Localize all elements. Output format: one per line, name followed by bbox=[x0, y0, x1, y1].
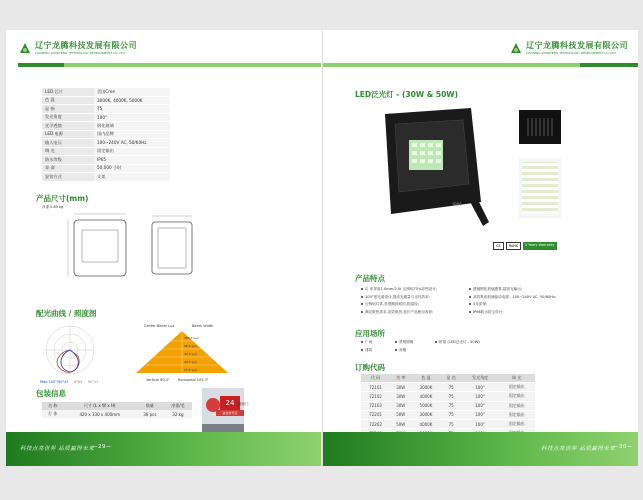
apps-col-2: 景观照明 高楼 bbox=[395, 339, 413, 354]
order-cell: 75 bbox=[441, 383, 462, 392]
feature-item: 满足散热需求,高效散热,延长产品使用寿命; bbox=[361, 309, 437, 317]
spec-row bbox=[42, 147, 170, 156]
badge-rohs: RoHS bbox=[506, 242, 521, 250]
pack-header: 尺寸 (L x W x H) bbox=[64, 402, 136, 410]
order-cell: 50W bbox=[390, 410, 411, 419]
company-name-cn: 辽宁龙腾科技发展有限公司 bbox=[35, 41, 137, 50]
order-title: 订购代码 bbox=[355, 363, 385, 372]
order-cell: 100° bbox=[462, 401, 499, 410]
logo-icon bbox=[18, 41, 32, 55]
spec-value: 100° bbox=[94, 113, 170, 122]
spec-row bbox=[42, 105, 170, 114]
order-cell: 75 bbox=[441, 410, 462, 419]
pack-cell: 36 pcs bbox=[136, 410, 164, 418]
order-cell: 50W bbox=[390, 419, 411, 428]
spec-key: 寿 命 bbox=[42, 164, 94, 173]
catalog-spread bbox=[6, 30, 637, 466]
company-logo bbox=[18, 40, 137, 55]
spec-row bbox=[42, 173, 170, 182]
apps-col-1: 广场 建筑 bbox=[361, 339, 372, 354]
header-bar-light bbox=[64, 63, 321, 67]
order-row bbox=[361, 383, 535, 392]
spec-value: 50,000 小时 bbox=[94, 164, 170, 173]
order-cell: 3000K bbox=[411, 383, 440, 392]
spec-row bbox=[42, 96, 170, 105]
order-cell: 30W bbox=[390, 392, 411, 401]
features-title: 产品特点 bbox=[355, 274, 385, 283]
app-title: 应用场所 bbox=[355, 329, 385, 338]
order-cell: 100° bbox=[462, 392, 499, 401]
curve-legend bbox=[40, 380, 98, 384]
product-title: LED泛光灯 - (30W & 50W) bbox=[355, 90, 459, 99]
detail-photo-leds bbox=[519, 158, 561, 218]
order-table bbox=[361, 374, 535, 438]
spec-value: 国内品牌 bbox=[94, 130, 170, 139]
feature-item: 5年质保; bbox=[469, 301, 556, 309]
header-bar-dark-right bbox=[580, 63, 638, 67]
order-cell: 72103 bbox=[361, 401, 390, 410]
company-logo-right bbox=[509, 40, 628, 55]
order-header: 功 率 bbox=[390, 374, 411, 383]
spec-key: 发光角度 bbox=[42, 113, 94, 122]
order-cell: 72202 bbox=[361, 419, 390, 428]
order-cell: 固定输出 bbox=[498, 392, 535, 401]
left-footer bbox=[6, 432, 321, 466]
weight-label: 净重 0.89 kg bbox=[42, 205, 64, 209]
photo-caption: 随意门 bbox=[238, 402, 249, 406]
order-header: 显 色 bbox=[441, 374, 462, 383]
right-footer bbox=[323, 432, 638, 466]
left-slogan: 科技点亮世界 品质赢得未来 bbox=[20, 446, 95, 452]
logo-icon-right bbox=[509, 41, 523, 55]
left-page bbox=[6, 30, 321, 466]
feature-item: 灯 体采用1.0mm/2.0t 压铸铝75%导热设计; bbox=[361, 286, 437, 294]
feature-item: 高效集成恒流驱动电源 , 100~240V AC, 50/60Hz; bbox=[469, 294, 556, 302]
spec-value: IP65 bbox=[94, 156, 170, 165]
spec-row bbox=[42, 164, 170, 173]
spec-row bbox=[42, 130, 170, 139]
spec-key: 防水等级 bbox=[42, 156, 94, 165]
spec-value: 固定输出 bbox=[94, 147, 170, 156]
order-cell: 5000K bbox=[411, 401, 440, 410]
pack-header: 名 称 bbox=[42, 402, 64, 410]
pack-title: 包装信息 bbox=[36, 389, 66, 398]
lux-value-4: 24.7 Lux bbox=[184, 360, 197, 364]
order-cell: 100° bbox=[462, 410, 499, 419]
curve-title: 配光曲线 / 照度图 bbox=[36, 309, 97, 318]
features-left-column bbox=[361, 286, 437, 316]
spec-row bbox=[42, 122, 170, 131]
spec-row bbox=[42, 88, 170, 96]
feature-item: 100°度光谱设计,提高光通量与光环效率; bbox=[361, 294, 437, 302]
order-cell: 30W bbox=[390, 383, 411, 392]
spec-key: 光学透镜 bbox=[42, 122, 94, 131]
spec-row bbox=[42, 113, 170, 122]
order-header: 代 码 bbox=[361, 374, 390, 383]
application-photo bbox=[202, 388, 244, 438]
order-cell: 固定输出 bbox=[498, 383, 535, 392]
spec-row bbox=[42, 139, 170, 148]
order-row bbox=[361, 392, 535, 401]
order-header: 色 温 bbox=[411, 374, 440, 383]
feature-item: 压铸铝灯体,美观精致耐用,防腐蚀; bbox=[361, 301, 437, 309]
spec-value: 美国Cree bbox=[94, 88, 170, 96]
lux-value-5: 15.8 Lux bbox=[184, 368, 197, 372]
order-row bbox=[361, 419, 535, 428]
order-cell: 72201 bbox=[361, 410, 390, 419]
curve-legend-1: Max:100°/90°/H bbox=[40, 380, 69, 384]
order-cell: 3000K bbox=[411, 410, 440, 419]
order-cell: 4000K bbox=[411, 392, 440, 401]
cone-legend bbox=[146, 378, 209, 382]
floodlight-image bbox=[371, 106, 491, 236]
features-right-column bbox=[469, 286, 556, 316]
feature-item: 透镜钢化玻璃透雾,超高光输出; bbox=[469, 286, 556, 294]
lux-value-1: 394.7 Lux bbox=[184, 336, 199, 340]
order-cell: 100° bbox=[462, 383, 499, 392]
spec-key: 调 光 bbox=[42, 147, 94, 156]
polar-light-curve bbox=[36, 322, 116, 378]
left-page-number: —29— bbox=[92, 444, 112, 450]
spec-value: 100~240V AC, 50/60Hz bbox=[94, 139, 170, 148]
curve-legend-2: 0°/H bbox=[74, 380, 82, 384]
pack-header: 净重/毛 bbox=[164, 402, 192, 410]
pack-cell: 420 x 330 x 400mm bbox=[64, 410, 136, 418]
spec-table bbox=[42, 88, 170, 182]
order-row bbox=[361, 401, 535, 410]
pack-cell: 灯 体 bbox=[42, 410, 64, 418]
order-row bbox=[361, 410, 535, 419]
order-header: 发光角度 bbox=[462, 374, 499, 383]
badge-warranty: 5 Years Warranty bbox=[523, 242, 557, 250]
cone-legend-horizontal: Horizontal 105.3° bbox=[177, 378, 209, 382]
lamp-ip-label: IP66 bbox=[453, 202, 462, 207]
spec-key: 安装方式 bbox=[42, 173, 94, 182]
spec-value: 钢化玻璃 bbox=[94, 122, 170, 131]
order-cell: 72102 bbox=[361, 392, 390, 401]
order-cell: 4000K bbox=[411, 419, 440, 428]
company-name-cn-right: 辽宁龙腾科技发展有限公司 bbox=[526, 41, 628, 50]
order-cell: 72101 bbox=[361, 383, 390, 392]
spec-key: 色 温 bbox=[42, 96, 94, 105]
lux-value-2: 98.6 Lux bbox=[184, 344, 197, 348]
spec-key: LED 芯片 bbox=[42, 88, 94, 96]
header-bar-dark bbox=[18, 63, 64, 67]
spec-row bbox=[42, 156, 170, 165]
led-grid bbox=[522, 162, 558, 214]
cone-label-left: Center Beam Lux bbox=[144, 324, 175, 328]
cone-legend-vertical: Vertical 60.3° bbox=[146, 378, 170, 382]
pack-cell: 32 kg bbox=[164, 410, 192, 418]
pack-row bbox=[42, 410, 192, 418]
photo-number: 24 bbox=[220, 396, 240, 410]
pack-header: 数量 bbox=[136, 402, 164, 410]
dimension-drawing bbox=[66, 208, 206, 288]
spec-value: 3000K, 4000K, 5000K bbox=[94, 96, 170, 105]
apps-col-3: 桥梁 (LED泛光灯 - 50W) bbox=[435, 339, 480, 347]
photo-sign: 蔬食堂竹店 bbox=[216, 410, 244, 416]
spec-value: 支架 bbox=[94, 173, 170, 182]
spec-key: 输入电压 bbox=[42, 139, 94, 148]
order-cell: 固定输出 bbox=[498, 401, 535, 410]
spec-value: 75 bbox=[94, 105, 170, 114]
size-title: 产品尺寸(mm) bbox=[36, 194, 89, 203]
spec-key: LED 电源 bbox=[42, 130, 94, 139]
badge-ce: CE bbox=[493, 242, 504, 250]
right-slogan: 科技点亮世界 品质赢得未来 bbox=[541, 446, 616, 452]
order-cell: 75 bbox=[441, 401, 462, 410]
order-cell: 固定输出 bbox=[498, 419, 535, 428]
heatsink-fins bbox=[527, 118, 553, 136]
detail-photo-heatsink bbox=[519, 110, 561, 144]
cert-badges bbox=[493, 242, 557, 250]
illuminance-cone bbox=[132, 329, 232, 375]
lux-value-3: 43.9 Lux bbox=[184, 352, 197, 356]
order-cell: 100° bbox=[462, 419, 499, 428]
right-page bbox=[322, 30, 638, 466]
order-header: 调 光 bbox=[498, 374, 535, 383]
right-page-number: —30— bbox=[613, 444, 633, 450]
pack-table bbox=[42, 402, 192, 418]
header-bar-light-right bbox=[323, 63, 580, 67]
order-cell: 30W bbox=[390, 401, 411, 410]
spec-key: 显 指 bbox=[42, 105, 94, 114]
curve-legend-3: 90°/H bbox=[87, 380, 98, 384]
company-name-en: LIAONING LONGTENG TECHNOLOGY DEVELOPMENT CO.,LTD bbox=[35, 51, 125, 55]
cone-label-right: Beam Width bbox=[192, 324, 214, 328]
order-cell: 75 bbox=[441, 419, 462, 428]
feature-item: IP66防水防尘设计; bbox=[469, 309, 556, 317]
order-cell: 75 bbox=[441, 392, 462, 401]
order-cell: 固定输出 bbox=[498, 410, 535, 419]
company-name-en-right: LIAONING LONGTENG TECHNOLOGY DEVELOPMENT CO.,LTD bbox=[526, 51, 616, 55]
